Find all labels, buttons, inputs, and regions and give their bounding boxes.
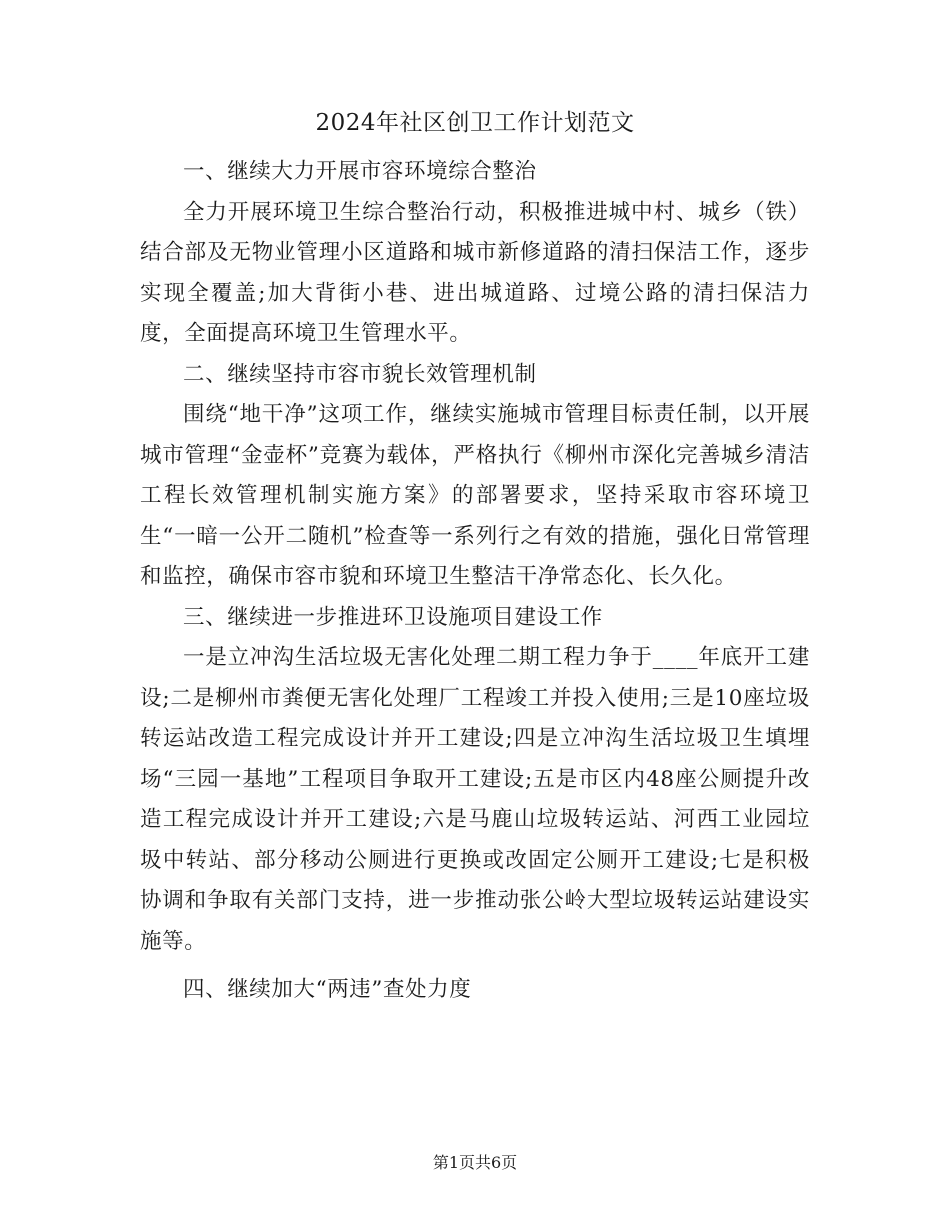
section-paragraph-1: 全力开展环境卫生综合整治行动，积极推进城中村、城乡（铁）结合部及无物业管理小区道路和城市新修道路的清扫保洁工作，逐步实现全覆盖;加大背街小巷、进出城道路、过境公路的清扫保洁力度，全面提高环境卫生管理水平。 [140,199,810,346]
page-number-footer: 第1页共6页 [432,1153,518,1172]
section-heading-3: 三、继续进一步推进环卫设施项目建设工作 [183,604,603,630]
section-heading-2: 二、继续坚持市容市貌长效管理机制 [183,361,537,387]
document-body [140,152,810,1011]
section-paragraph-3: 一是立冲沟生活垃圾无害化处理二期工程力争于____年底开工建设;二是柳州市粪便无害化处理厂工程竣工并投入使用;三是10座垃圾转运站改造工程完成设计并开工建设;四是立冲沟生活垃圾卫生填埋场“三园一基地”工程项目争取开工建设;五是市区内48座公厕提升改造工程完成设计并开工建设;六是马鹿山垃圾转运站、河西工业园垃圾中转站、部分移动公厕进行更换或改固定公厕开工建设;七是积极协调和争取有关部门支持，进一步推动张公岭大型垃圾转运站建设实施等。 [140,645,810,954]
document-title: 2024年社区创卫工作计划范文 [315,110,635,136]
section-heading-1: 一、继续大力开展市容环境综合整治 [183,159,537,184]
section-heading-4: 四、继续加大“两违”查处力度 [183,977,472,1002]
section-paragraph-2: 围绕“地干净”这项工作，继续实施城市管理目标责任制，以开展城市管理“金壶杯”竞赛为载体，严格执行《柳州市深化完善城乡清洁工程长效管理机制实施方案》的部署要求，坚持采取市容环境卫生“一暗一公开二随机”检查等一系列行之有效的措施，强化日常管理和监控，确保市容市貌和环境卫生整洁干净常态化、长久化。 [140,402,810,589]
